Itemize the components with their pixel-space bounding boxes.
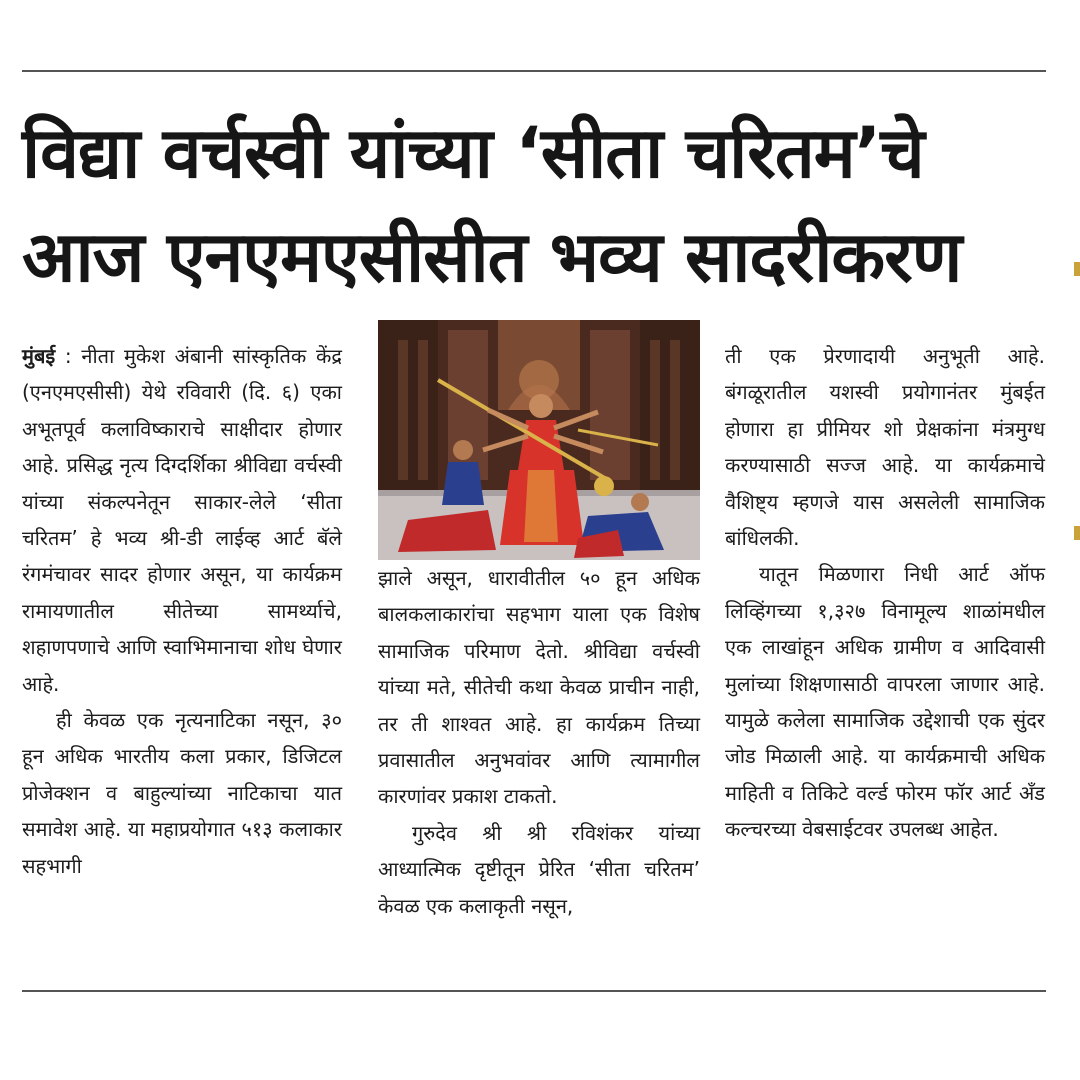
paragraph-1 (22, 338, 342, 702)
paragraph-2: ही केवळ एक नृत्यनाटिका नसून, ३० हून अधिक भारतीय कला प्रकार, डिजिटल प्रोजेक्शन व बाहुल्यांच्या नाटिकाचा यात समावेश आहे. या महाप्रयोगात ५१३ कलाकार सहभागी (22, 708, 342, 878)
headline-line-1: विद्या वर्चस्वी यांच्या ‘सीता चरितम’चे (22, 112, 924, 194)
article-column-3 (725, 338, 1045, 848)
paragraph-1-text: : नीता मुकेश अंबानी सांस्कृतिक केंद्र (एनएमएसीसी) येथे रविवारी (दि. ६) एका अभूतपूर्व कलाविष्काराचे साक्षीदार होणार आहे. प्रसिद्ध नृत्य दिग्दर्शिका श्रीविद्या वर्चस्वी यांच्या संकल्पनेतून साकार-लेले ‘सीता चरितम’ हे भव्य श्री-डी लाईव्ह आर्ट बॅले रंगमंचावर सादर होणार असून, या कार्यक्रम रामायणातील सीतेच्या सामर्थ्याचे, शहाणपणाचे आणि स्वाभिमानाचा शोध घेणार आहे. (22, 344, 342, 696)
paragraph-3: झाले असून, धारावीतील ५० हून अधिक बालकलाकारांचा सहभाग याला एक विशेष सामाजिक परिमाण देतो. श्रीविद्या वर्चस्वी यांच्या मते, सीतेची कथा केवळ प्राचीन नाही, तर ती शाश्वत आहे. हा कार्यक्रम तिच्या प्रवासातील अनुभवांवर आणि त्यामागील कारणांवर प्रकाश टाकतो. (378, 566, 700, 809)
paragraph-5: ती एक प्रेरणादायी अनुभूती आहे. बंगळूरातील यशस्वी प्रयोगानंतर मुंबईत होणारा हा प्रीमियर शो प्रेक्षकांना मंत्रमुग्ध करण्यासाठी सज्ज आहे. या कार्यक्रमाचे वैशिष्ट्य म्हणजे यास असलेली सामाजिक बांधिलकी. (725, 344, 1045, 551)
bottom-rule (22, 990, 1046, 992)
dateline: मुंबई (22, 344, 56, 368)
top-rule (22, 70, 1046, 72)
article-column-2 (378, 560, 700, 924)
edge-mark (1074, 526, 1080, 540)
headline-line-2: आज एनएमएसीसीत भव्य सादरीकरण (22, 216, 962, 298)
paragraph-6: यातून मिळणारा निधी आर्ट ऑफ लिव्हिंगच्या १,३२७ विनामूल्य शाळांमधील एक लाखांहून अधिक ग्रामीण व आदिवासी मुलांच्या शिक्षणासाठी वापरला जाणार आहे. यामुळे कलेला सामाजिक उद्देशाची एक सुंदर जोड मिळाली आहे. या कार्यक्रमाची अधिक माहिती व तिकिटे वर्ल्ड फोरम फॉर आर्ट अँड कल्चरच्या वेबसाईटवर उपलब्ध आहेत. (725, 562, 1045, 842)
article-column-1 (22, 338, 342, 884)
dance-performance-photo (378, 320, 700, 560)
edge-mark (1074, 262, 1080, 276)
paragraph-4: गुरुदेव श्री श्री रविशंकर यांच्या आध्यात्मिक दृष्टीतून प्रेरित ‘सीता चरितम’ केवळ एक कलाकृती नसून, (378, 820, 700, 918)
